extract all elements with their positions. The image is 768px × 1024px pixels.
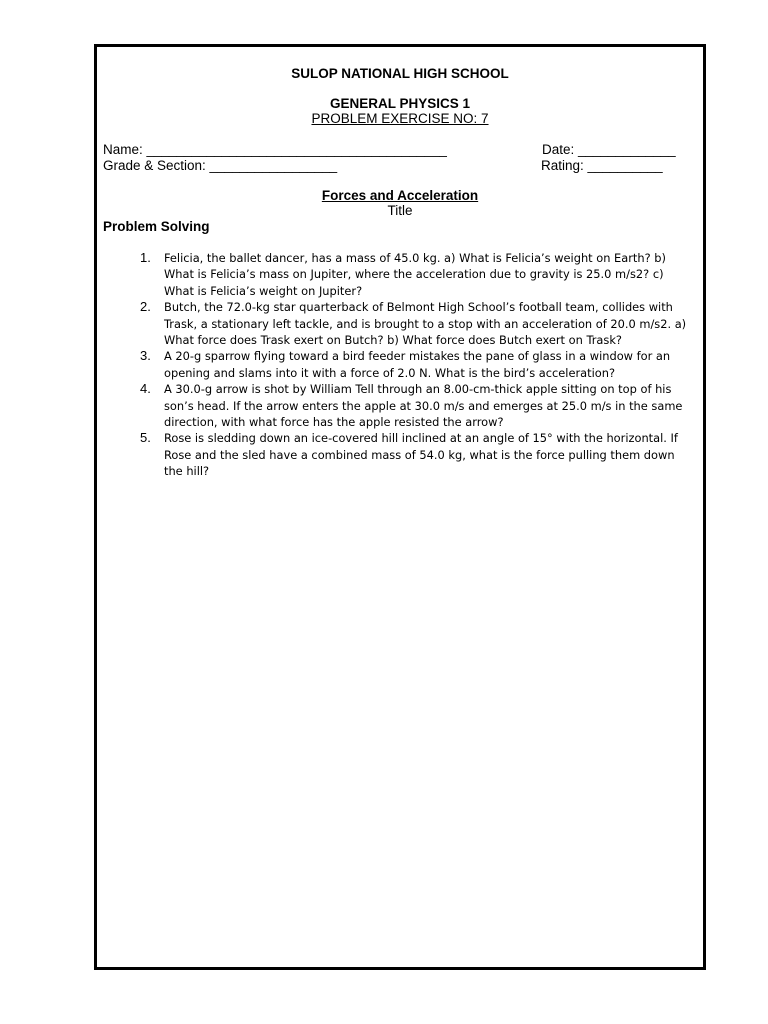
problem-text: Rose is sledding down an ice-covered hill inclined at an angle of 15° with the horizontal. If Rose and the sled have a combined mass of 54.0 kg, what is the force pulling them down the hill? [164,431,678,479]
problem-number: 1. [140,250,151,265]
problem-item [135,430,691,479]
date-field: Date: _____________ [542,142,676,157]
problem-text: Felicia, the ballet dancer, has a mass of 45.0 kg. a) What is Felicia’s weight on Earth? b) What is Felicia’s mass on Jupiter, where the acceleration due to gravity is 25.0 m/s2? c) What is Felicia’s weight on Jupiter? [164,251,666,298]
problem-number: 2. [140,299,151,315]
subject-title: GENERAL PHYSICS 1 [329,96,471,111]
school-name: SULOP NATIONAL HIGH SCHOOL [291,66,509,81]
section-heading: Problem Solving [103,219,210,234]
problem-item [135,348,691,381]
problem-number: 4. [140,381,151,397]
worksheet-title: Forces and Acceleration [321,188,479,203]
problem-number: 5. [140,430,151,446]
problem-text: Butch, the 72.0-kg star quarterback of Belmont High School’s football team, collides with Trask, a stationary left tackle, and is brought to a stop with an acceleration of 20.0 m/s2. a) What force does Trask exert on Butch? b) What force does Butch exert on Trask? [164,300,687,348]
problem-list [135,250,691,480]
exercise-number: PROBLEM EXERCISE NO: 7 [311,111,489,126]
problem-number: 3. [140,348,151,364]
name-field: Name: ________________________________________ [103,142,447,157]
problem-item [135,250,691,299]
rating-field: Rating: __________ [541,158,663,173]
problem-item [135,381,691,430]
problem-text: A 30.0-g arrow is shot by William Tell through an 8.00-cm-thick apple sitting on top of his son’s head. If the arrow enters the apple at 30.0 m/s and emerges at 25.0 m/s in the same direction, with what force has the apple resisted the arrow? [164,382,683,430]
worksheet-border [94,44,706,970]
problem-item [135,299,691,348]
title-caption: Title [387,203,413,218]
grade-section-field: Grade & Section: _________________ [103,158,338,173]
problem-text: A 20-g sparrow flying toward a bird feeder mistakes the pane of glass in a window for an opening and slams into it with a force of 2.0 N. What is the bird’s acceleration? [164,349,671,380]
